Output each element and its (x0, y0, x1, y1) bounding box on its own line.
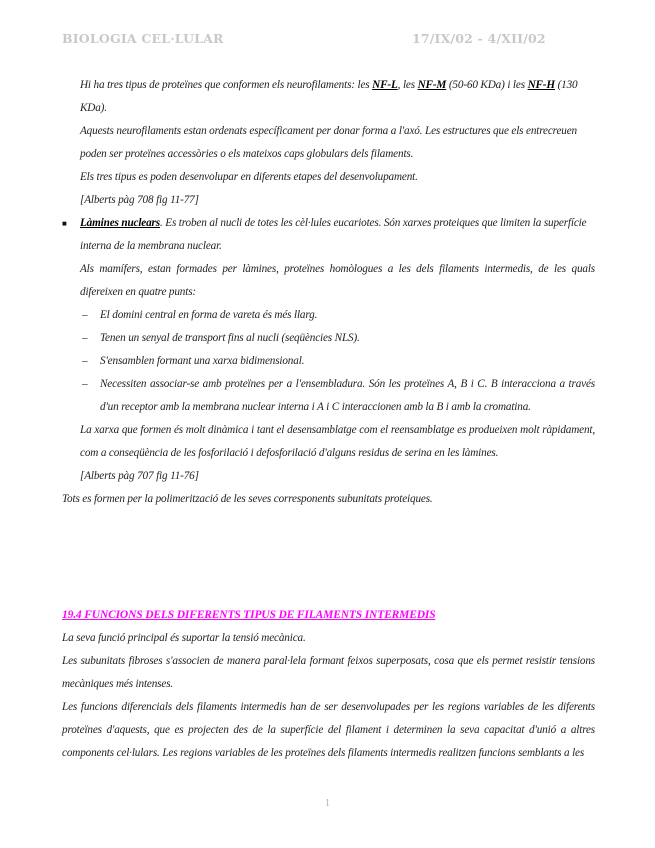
document-body (62, 74, 595, 765)
dash-bullet-icon: – (82, 378, 88, 390)
term-nuclear-laminae: Làmines nuclears (80, 217, 160, 229)
header-date-range: 17/IX/02 - 4/XII/02 (412, 31, 546, 46)
paragraph-development: Els tres tipus es poden desenvolupar en diferents etapes del desenvolupament. (80, 171, 418, 183)
text-segment: . Es troben al nucli de totes les cèl·lules eucariotes. Són xarxes proteiques que limiten la superfície interna de la membrana nuclear. (80, 217, 587, 252)
square-bullet-icon: ■ (62, 219, 67, 228)
list-item-text: Necessiten associar-se amb proteïnes per a l'ensembladura. Són les proteïnes A, B i C. B interacciona a través d'un receptor amb la membrana nuclear interna i A i C interaccionen amb la B i amb la cromatina. (100, 378, 595, 413)
text-segment: (50-60 KDa) i les (446, 79, 528, 91)
list-item-text: Tenen un senyal de transport fins al nucli (seqüències NLS). (100, 332, 360, 344)
paragraph-network-dynamics: La xarxa que formen és molt dinàmica i tant el desensamblatge com el reensamblatge es produeixen molt ràpidament, com a conseqüència de les fosforilació i defosforilació d'alguns residus de serina en les làmines. (80, 424, 595, 459)
header-course-title: BIOLOGIA CEL·LULAR (62, 31, 224, 46)
page-number: 1 (325, 798, 330, 809)
paragraph-neurofilament-order: Aquests neurofilaments estan ordenats específicament per donar forma a l'axó. Les estructures que els entrecreuen poden ser proteïnes accessòries o els mateixos caps globulars dels filaments. (80, 125, 577, 160)
blank-space (62, 511, 595, 604)
reference-alberts-707: [Alberts pàg 707 fig 11-76] (80, 470, 199, 482)
paragraph-mammal-laminae: Als mamífers, estan formades per làmines, proteïnes homòlogues a les dels filaments intermedis, de les quals difereixen en quatre punts: (80, 263, 595, 298)
text-segment: (130 KDa). (80, 79, 578, 114)
paragraph-fibrous-subunits: Les subunitats fibroses s'associen de manera paral·lela formant feixos superposats, cosa que els permet resistir tensions mecàniques més intenses. (62, 655, 595, 690)
reference-alberts-708: [Alberts pàg 708 fig 11-77] (80, 194, 199, 206)
list-item (62, 327, 595, 350)
text-segment: Hi ha tres tipus de proteïnes que conformen els neurofilaments: les (80, 79, 373, 91)
section-heading-19-4: 19.4 FUNCIONS DELS DIFERENTS TIPUS DE FILAMENTS INTERMEDIS (62, 609, 436, 621)
term-nf-l: NF-L (372, 79, 398, 91)
list-item-text: S'ensamblen formant una xarxa bidimensional. (100, 355, 305, 367)
bullet-nuclear-laminae (62, 212, 595, 258)
list-item-text: El domini central en forma de vareta és més llarg. (100, 309, 318, 321)
dash-bullet-icon: – (82, 309, 88, 321)
list-item (62, 373, 595, 419)
term-nf-h: NF-H (527, 79, 555, 91)
paragraph-differential-functions: Les funcions diferencials dels filaments intermedis han de ser desenvolupades per les regions variables de les diferents proteïnes d'aquests, que es projecten des de la superfície del filament i determinen la seva capacitat d'unió a altres components cel·lulars. Les regions variables de les proteïnes dels filaments intermedis realitzen funcions semblants a les (62, 701, 595, 759)
paragraph-neurofilament-types (62, 74, 595, 120)
term-nf-m: NF-M (417, 79, 447, 91)
dash-bullet-icon: – (82, 355, 88, 367)
list-item (62, 304, 595, 327)
paragraph-polymerization: Tots es formen per la polimerització de les seves corresponents subunitats proteiques. (62, 493, 433, 505)
list-item (62, 350, 595, 373)
paragraph-main-function: La seva funció principal és suportar la tensió mecànica. (62, 632, 306, 644)
dash-bullet-icon: – (82, 332, 88, 344)
text-segment: , les (397, 79, 418, 91)
